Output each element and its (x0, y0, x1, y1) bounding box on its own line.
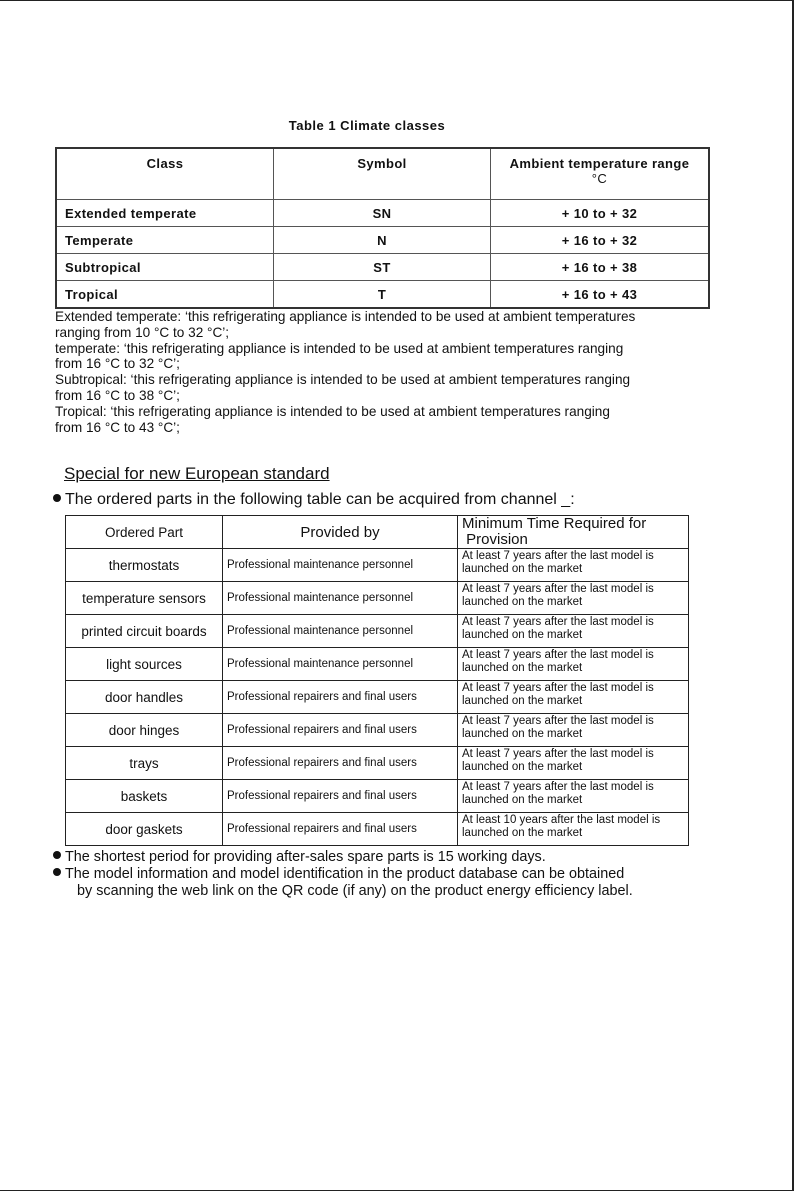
table-row (66, 681, 689, 714)
class-cell: Extended temperate (56, 200, 274, 227)
time-line: At least 7 years after the last model is (462, 682, 654, 694)
table-row (66, 747, 689, 780)
header-time-l2: Provision (466, 531, 528, 548)
time-line: launched on the market (462, 563, 583, 575)
time-line: At least 7 years after the last model is (462, 715, 654, 727)
provider-cell: Professional repairers and final users (223, 780, 458, 813)
paragraph-line: Tropical: ‘this refrigerating appliance is intended to be used at ambient temperatures ranging (55, 403, 610, 419)
time-line: launched on the market (462, 629, 583, 641)
part-cell: baskets (66, 780, 223, 813)
symbol-cell: T (274, 281, 491, 309)
provider-cell: Professional repairers and final users (223, 681, 458, 714)
table-row (56, 281, 709, 309)
note-2 (53, 866, 633, 883)
time-cell (458, 780, 689, 813)
note-text: The shortest period for providing after-sales spare parts is 15 working days. (65, 849, 546, 865)
intro-bullet (53, 491, 575, 509)
time-line: launched on the market (462, 596, 583, 608)
table-row (66, 648, 689, 681)
symbol-cell: SN (274, 200, 491, 227)
paragraph-line: Subtropical: ‘this refrigerating appliance is intended to be used at ambient temperatures ranging (55, 372, 631, 388)
note-1 (53, 849, 633, 866)
time-cell (458, 714, 689, 747)
table-row (66, 780, 689, 813)
symbol-cell: ST (274, 254, 491, 281)
time-cell (458, 747, 689, 780)
table-row (66, 714, 689, 747)
table-row (66, 615, 689, 648)
header-provided: Provided by (223, 516, 458, 549)
ordered-parts-table (65, 515, 689, 846)
time-cell (458, 648, 689, 681)
provider-cell: Professional maintenance personnel (223, 648, 458, 681)
note-text: The model information and model identification in the product database can be obtained (65, 866, 625, 882)
time-line: launched on the market (462, 728, 583, 740)
paragraph-line: from 16 °C to 38 °C’; (55, 387, 180, 403)
header-time-l1: Minimum Time Required for (462, 515, 647, 532)
paragraph-line: temperate: ‘this refrigerating appliance is intended to be used at ambient temperatures ranging (55, 340, 624, 356)
table-row (66, 582, 689, 615)
climate-classes-table (55, 147, 710, 309)
time-cell (458, 813, 689, 846)
time-line: launched on the market (462, 662, 583, 674)
time-line: launched on the market (462, 695, 583, 707)
time-line: At least 7 years after the last model is (462, 748, 654, 760)
range-cell: + 16 to + 38 (491, 254, 710, 281)
time-line: At least 7 years after the last model is (462, 550, 654, 562)
table-row (66, 813, 689, 846)
bullet-icon (53, 851, 61, 859)
table-row (56, 254, 709, 281)
provider-cell: Professional repairers and final users (223, 747, 458, 780)
part-cell: door gaskets (66, 813, 223, 846)
provider-cell: Professional maintenance personnel (223, 549, 458, 582)
part-cell: thermostats (66, 549, 223, 582)
part-cell: door handles (66, 681, 223, 714)
table1-title: Table 1 Climate classes (288, 118, 446, 133)
time-line: At least 10 years after the last model is (462, 814, 661, 826)
header-range (491, 148, 710, 200)
table-row (56, 227, 709, 254)
table-row (66, 549, 689, 582)
header-class: Class (56, 148, 274, 200)
provider-cell: Professional repairers and final users (223, 714, 458, 747)
table-row (56, 200, 709, 227)
header-symbol: Symbol (274, 148, 491, 200)
part-cell: trays (66, 747, 223, 780)
time-cell (458, 615, 689, 648)
range-cell: + 10 to + 32 (491, 200, 710, 227)
header-part: Ordered Part (66, 516, 223, 549)
range-cell: + 16 to + 32 (491, 227, 710, 254)
header-time (458, 516, 689, 549)
paragraph-line: ranging from 10 °C to 32 °C’; (55, 324, 230, 340)
time-line: At least 7 years after the last model is (462, 583, 654, 595)
part-cell: light sources (66, 648, 223, 681)
bullet-icon (53, 868, 61, 876)
class-cell: Tropical (56, 281, 274, 309)
time-line: At least 7 years after the last model is (462, 781, 654, 793)
class-cell: Subtropical (56, 254, 274, 281)
time-cell (458, 681, 689, 714)
paragraph-line: Extended temperate: ‘this refrigerating appliance is intended to be used at ambient temperatures (55, 309, 636, 324)
time-cell (458, 549, 689, 582)
bullet-icon (53, 494, 61, 502)
notes (53, 849, 633, 900)
part-cell: temperature sensors (66, 582, 223, 615)
time-line: launched on the market (462, 827, 583, 839)
provider-cell: Professional repairers and final users (223, 813, 458, 846)
note-2-cont: by scanning the web link on the QR code (if any) on the product energy efficiency label. (77, 883, 633, 899)
range-cell: + 16 to + 43 (491, 281, 710, 309)
header-range-unit: °C (591, 171, 608, 186)
class-cell: Temperate (56, 227, 274, 254)
provider-cell: Professional maintenance personnel (223, 615, 458, 648)
part-cell: door hinges (66, 714, 223, 747)
time-line: launched on the market (462, 794, 583, 806)
part-cell: printed circuit boards (66, 615, 223, 648)
time-line: At least 7 years after the last model is (462, 616, 654, 628)
time-line: At least 7 years after the last model is (462, 649, 654, 661)
paragraph-line: from 16 °C to 32 °C’; (55, 356, 180, 372)
symbol-cell: N (274, 227, 491, 254)
time-cell (458, 582, 689, 615)
climate-descriptions (55, 309, 735, 435)
section-title: Special for new European standard (64, 464, 330, 483)
time-line: launched on the market (462, 761, 583, 773)
header-range-label: Ambient temperature range (509, 156, 690, 171)
paragraph-line: from 16 °C to 43 °C’; (55, 419, 180, 435)
provider-cell: Professional maintenance personnel (223, 582, 458, 615)
intro-text: The ordered parts in the following table can be acquired from channel _: (65, 491, 575, 508)
